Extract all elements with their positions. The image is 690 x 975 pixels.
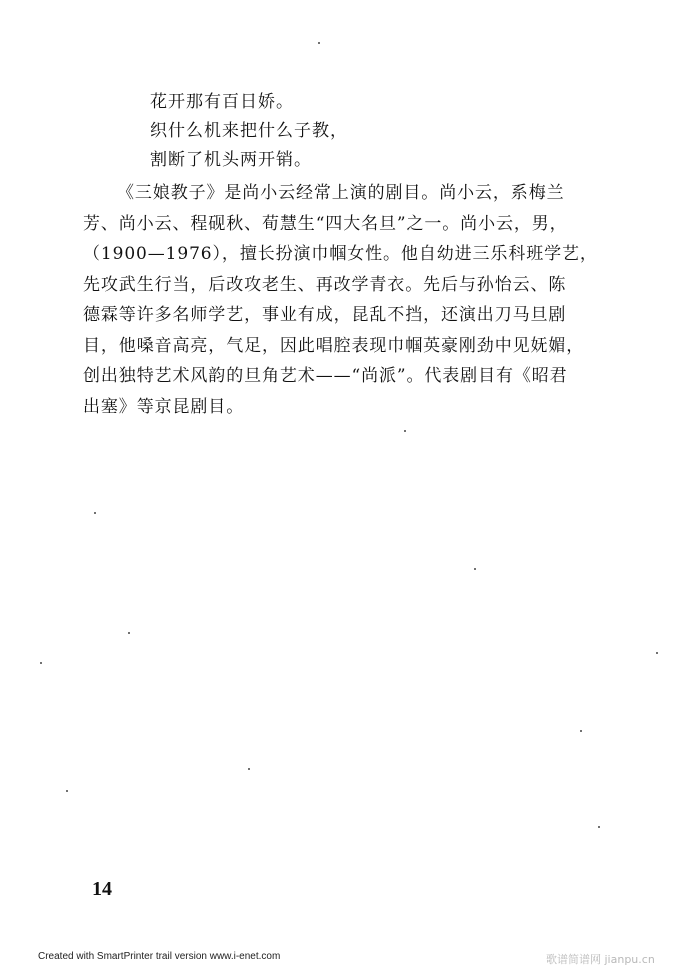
verse-line: 割断了机头两开销。 — [150, 150, 312, 170]
scan-speck — [580, 730, 582, 732]
prose-line: 芳、尚小云、程砚秋、荀慧生“四大名旦”之一。尚小云，男， — [83, 213, 568, 234]
scan-speck — [128, 632, 130, 634]
scan-speck — [474, 568, 476, 570]
prose-line: 出塞》等京昆剧目。 — [83, 396, 245, 417]
scan-speck — [94, 512, 96, 514]
verse-line: 织什么机来把什么子教， — [150, 121, 348, 141]
scan-speck — [404, 430, 406, 432]
footer-watermark-text: Created with SmartPrinter trail version www.i-enet.com — [38, 951, 281, 962]
verse-block — [150, 88, 550, 175]
prose-paragraph — [83, 178, 598, 422]
scan-speck — [318, 42, 320, 44]
prose-line: 目，他嗓音高亮，气足，因此唱腔表现巾帼英豪刚劲中见妩媚， — [83, 335, 585, 356]
scan-speck — [656, 652, 658, 654]
scan-speck — [40, 662, 42, 664]
page-number: 14 — [92, 878, 112, 900]
scan-speck — [66, 790, 68, 792]
scan-speck — [598, 826, 600, 828]
site-watermark: 歌谱简谱网 jianpu.cn — [546, 953, 655, 966]
prose-line: 创出独特艺术风韵的旦角艺术——“尚派”。代表剧目有《昭君 — [83, 366, 568, 386]
scan-speck — [248, 768, 250, 770]
prose-line: （1900—1976），擅长扮演巾帼女性。他自幼进三乐科班学艺， — [83, 244, 598, 264]
prose-line: 德霖等许多名师学艺，事业有成，昆乱不挡，还演出刀马旦剧 — [83, 305, 567, 325]
prose-line: 《三娘教子》是尚小云经常上演的剧目。尚小云，系梅兰 — [117, 183, 565, 203]
prose-line: 先攻武生行当，后改攻老生、再改学青衣。先后与孙怡云、陈 — [83, 274, 567, 295]
verse-line: 花开那有百日娇。 — [150, 92, 294, 112]
